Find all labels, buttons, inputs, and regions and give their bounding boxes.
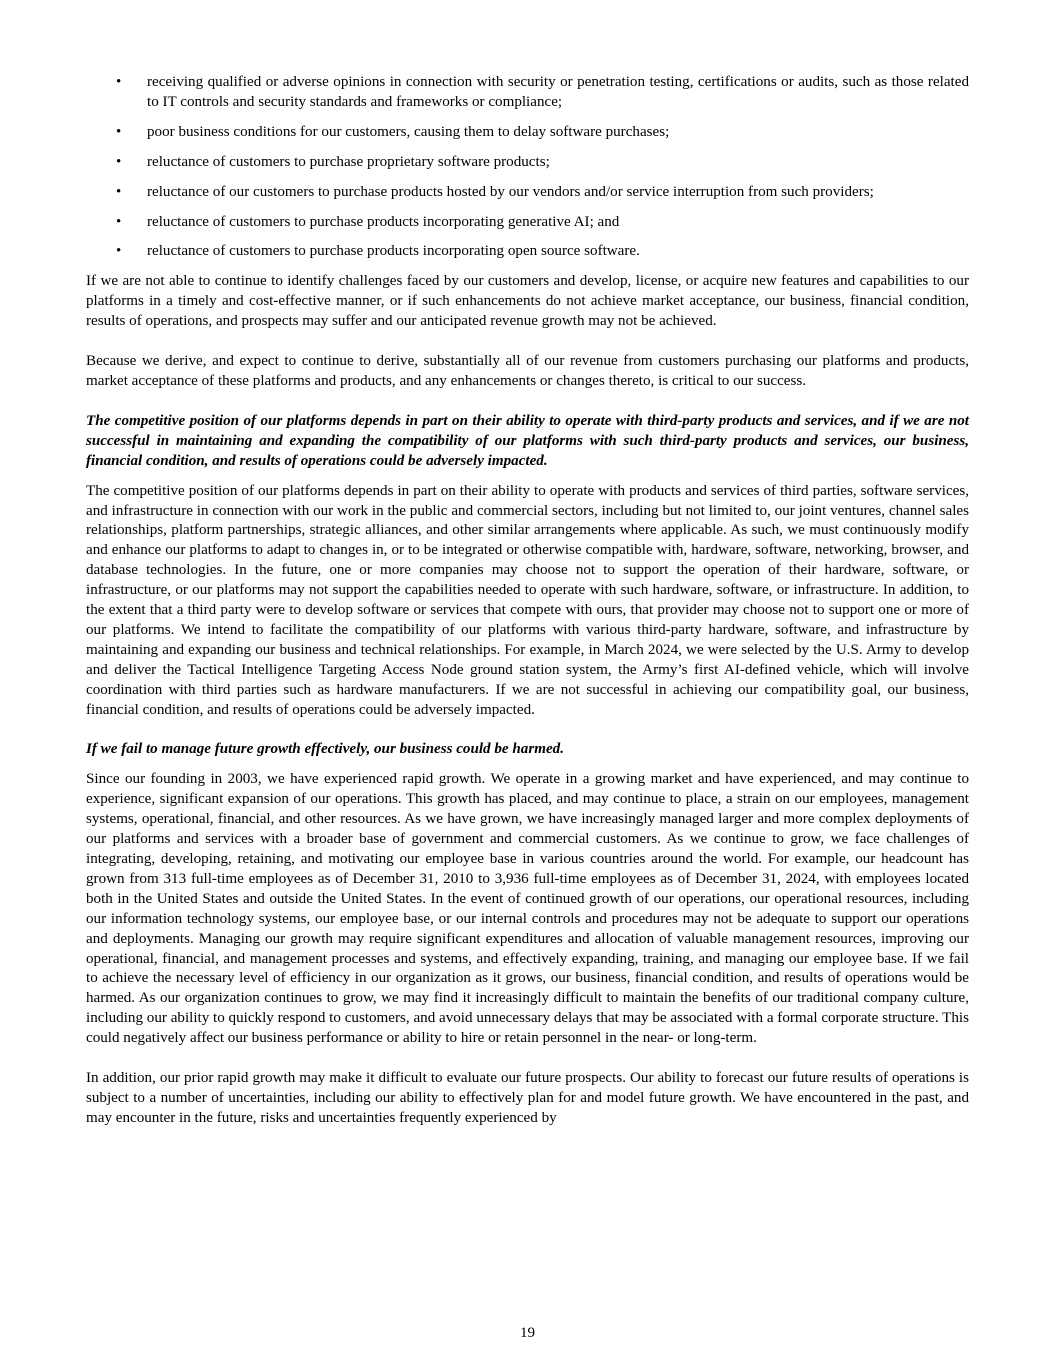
bullet-item (86, 153, 969, 173)
paragraph-future-prospects: In addition, our prior rapid growth may make it difficult to evaluate our future prospects. Our ability to forecast our future results of operations is subject to a number of uncertainties, including our ability to effectively plan for and model future growth. We have encountered in the past, and may encounter in the future, risks and uncertainties frequently experienced by (86, 1070, 969, 1126)
bullet-glyph: • (116, 123, 122, 140)
paragraph-compatibility: The competitive position of our platforms depends in part on their ability to operate with products and services of third parties, software services, and infrastructure in connection with our work in the public and commercial sectors, including but not limited to, our joint ventures, channel sales relationships, platform partnerships, strategic alliances, and other similar arrangements where applicable. As such, we must continuously modify and enhance our platforms to adapt to changes in, or to be integrated or otherwise compatible with, hardware, software, networking, browser, and database technologies. In the future, one or more companies may choose not to support the operation of their hardware, software, or infrastructure, or our platforms may not support the capabilities needed to operate with such hardware, software, or infrastructure. In addition, to the extent that a third party were to develop software or services that compete with ours, that provider may choose not to support one or more of our platforms. We intend to facilitate the compatibility of our platforms with various third-party hardware, software, and infrastructure by maintaining and expanding our business and technical relationships. For example, in March 2024, we were selected by the U.S. Army to develop and deliver the Tactical Intelligence Targeting Access Node ground station system, the Army’s first AI-defined vehicle, which will involve coordination with third parties such as hardware manufacturers. If we are not successful in achieving our compatibility goal, our business, financial condition, and results of operations could be adversely impacted. (86, 482, 969, 718)
risk-bullet-list (86, 73, 969, 262)
bullet-text: receiving qualified or adverse opinions in connection with security or penetration testing, certifications or audits, such as those related to IT controls and security standards and frameworks or compliance; (147, 74, 969, 110)
bullet-text: poor business conditions for our customers, causing them to delay software purchases; (147, 123, 670, 140)
bullet-item (86, 213, 969, 233)
paragraph-revenue-dependence: Because we derive, and expect to continue to derive, substantially all of our revenue from customers purchasing our platforms and products, market acceptance of these platforms and products, and any enhancements or changes thereto, is critical to our success. (86, 353, 969, 389)
paragraph-growth: Since our founding in 2003, we have experienced rapid growth. We operate in a growing market and have experienced, and may continue to experience, significant expansion of our operations. This growth has placed, and may continue to place, a strain on our employees, management systems, operational, financial, and other resources. As we have grown, we have increasingly managed larger and more complex deployments of our platforms and services with a broader base of government and commercial customers. As we continue to grow, we face challenges of integrating, developing, retaining, and motivating our employee base in various countries around the world. For example, our headcount has grown from 313 full-time employees as of December 31, 2010 to 3,936 full-time employees as of December 31, 2024, with employees located both in the United States and outside the United States. In the event of continued growth of our operations, our operational resources, including our information technology systems, our employee base, or our internal controls and procedures may not be adequate to support our operations and deployments. Managing our growth may require significant expenditures and allocation of valuable management resources, improving our operational, financial, and management processes and systems, and effectively expanding, training, and managing our employee base. If we fail to achieve the necessary level of efficiency in our organization as it grows, our business, financial condition, and results of operations would be harmed. As our organization continues to grow, we may find it increasingly difficult to maintain the benefits of our traditional company culture, including our ability to quickly respond to customers, and avoid unnecessary delays that may be associated with a formal corporate structure. This could negatively affect our business performance or ability to hire or retain personnel in the near- or long-term. (86, 771, 969, 1047)
bullet-glyph: • (116, 183, 122, 200)
document-page (86, 73, 969, 1129)
bullet-text: reluctance of customers to purchase products incorporating open source software. (147, 243, 640, 260)
bullet-glyph: • (116, 213, 122, 230)
bullet-glyph: • (116, 243, 122, 260)
bullet-text: reluctance of customers to purchase products incorporating generative AI; and (147, 213, 620, 230)
bullet-item (86, 123, 969, 143)
page-number: 19 (519, 1325, 536, 1341)
risk-heading-growth: If we fail to manage future growth effectively, our business could be harmed. (86, 741, 564, 758)
bullet-glyph: • (116, 74, 122, 90)
risk-heading-compatibility: The competitive position of our platforms depends in part on their ability to operate with third-party products and services, and if we are not successful in maintaining and expanding the compatibility of our platforms with such third-party products and services, our business, financial condition, and results of operations could be adversely impacted. (86, 412, 969, 469)
paragraph-feature-capabilities: If we are not able to continue to identify challenges faced by our customers and develop, license, or acquire new features and capabilities to our platforms in a timely and cost-effective manner, or if such enhancements do not achieve market acceptance, our business, financial condition, results of operations, and prospects may suffer and our anticipated revenue growth may not be achieved. (86, 273, 969, 330)
bullet-glyph: • (116, 153, 122, 170)
bullet-item (86, 242, 969, 262)
bullet-text: reluctance of our customers to purchase products hosted by our vendors and/or service interruption from such providers; (147, 183, 874, 200)
bullet-text: reluctance of customers to purchase proprietary software products; (147, 153, 550, 170)
bullet-item (86, 183, 969, 203)
bullet-item (86, 73, 969, 113)
